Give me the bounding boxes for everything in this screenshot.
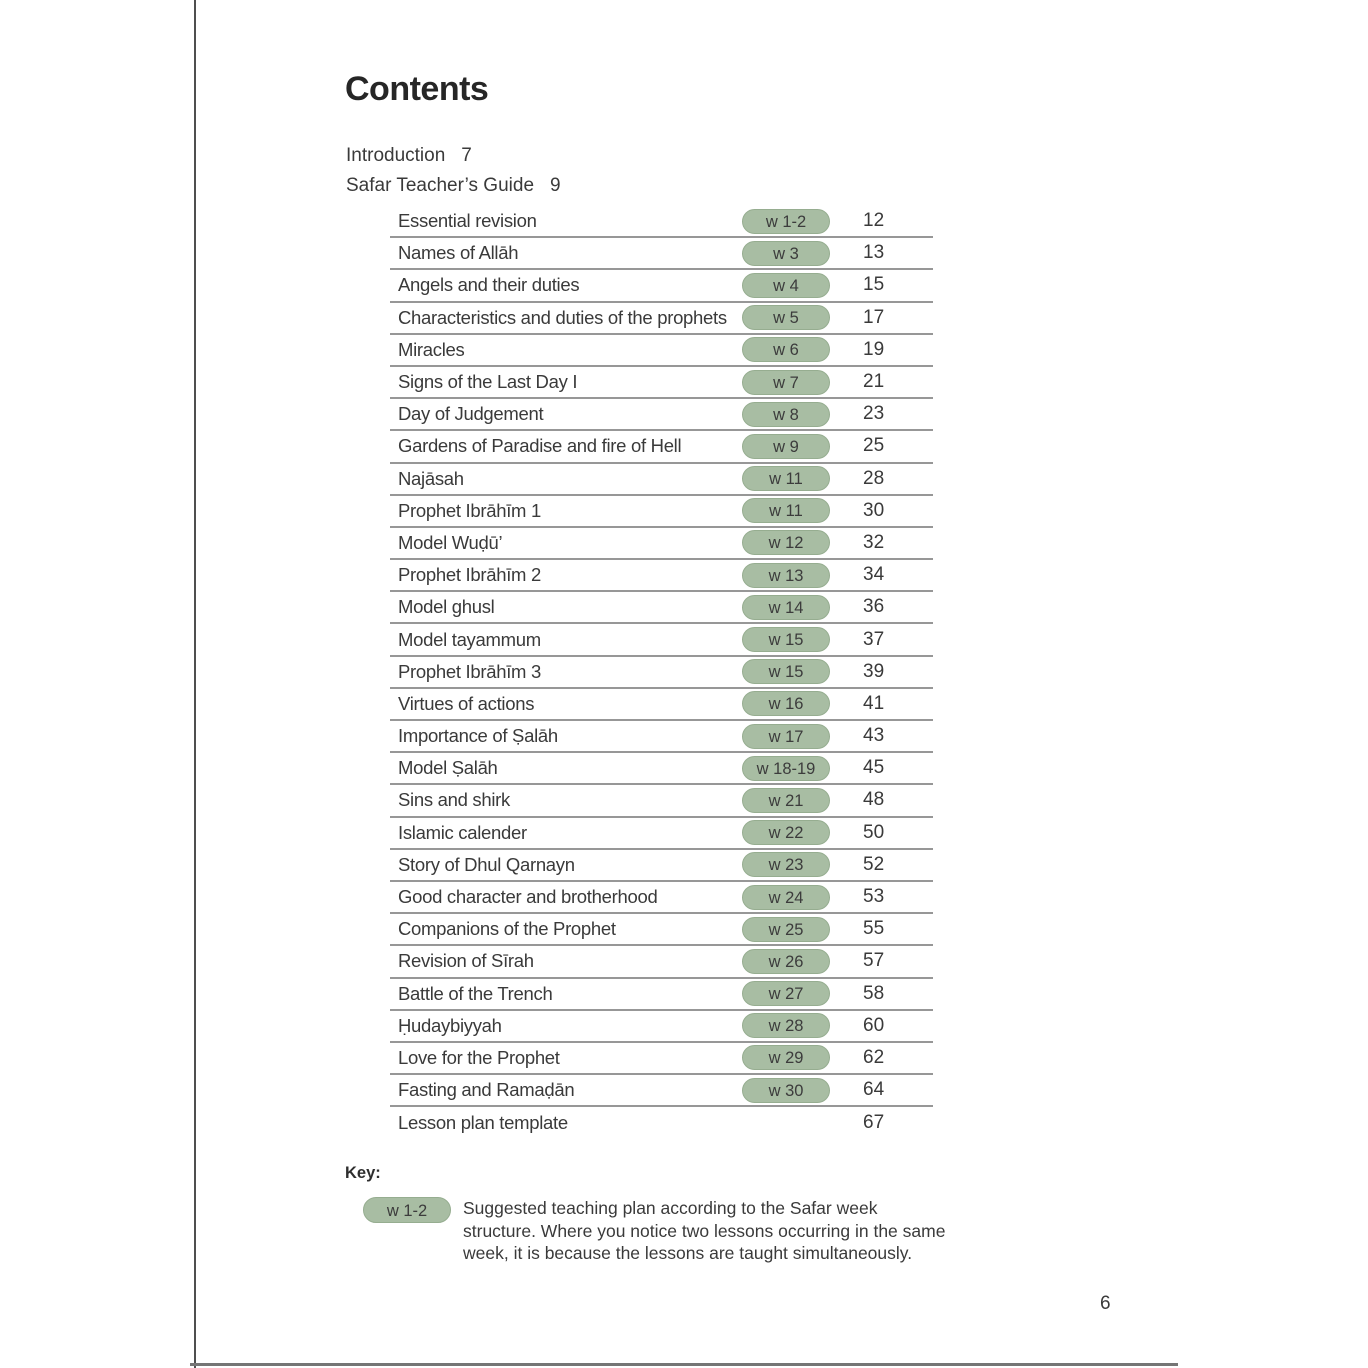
toc-week-column xyxy=(742,691,830,716)
toc-entry-title: Prophet Ibrāhīm 2 xyxy=(398,564,541,586)
intro-link-page: 7 xyxy=(461,145,472,166)
toc-entry-title: Model tayammum xyxy=(398,628,541,650)
toc-week-column xyxy=(742,466,830,491)
toc-row xyxy=(390,367,933,399)
toc-entry-title: Prophet Ibrāhīm 3 xyxy=(398,660,541,682)
toc-entry-title: Miracles xyxy=(398,338,465,360)
toc-week-column xyxy=(742,1045,830,1070)
week-badge: w 18-19 xyxy=(742,756,830,781)
week-badge: w 1-2 xyxy=(742,209,830,234)
key-week-badge: w 1-2 xyxy=(363,1197,451,1223)
page-number: 6 xyxy=(1100,1293,1111,1314)
toc-week-column xyxy=(742,981,830,1006)
toc-entry-page: 39 xyxy=(863,660,885,682)
week-badge: w 9 xyxy=(742,434,830,459)
intro-link-teachers-guide xyxy=(346,171,561,201)
toc-entry-page: 25 xyxy=(863,435,885,457)
toc-entry-title: Gardens of Paradise and fire of Hell xyxy=(398,435,682,457)
toc-week-column xyxy=(742,949,830,974)
toc-entry-title: Virtues of actions xyxy=(398,692,535,714)
toc-row xyxy=(390,1107,933,1139)
toc-entry-page: 45 xyxy=(863,757,885,779)
toc-row xyxy=(390,753,933,785)
toc-entry-page: 60 xyxy=(863,1014,885,1036)
toc-entry-page: 19 xyxy=(863,338,885,360)
toc-week-column xyxy=(742,241,830,266)
toc-entry-title: Najāsah xyxy=(398,467,464,489)
toc-week-column xyxy=(742,788,830,813)
toc-week-column xyxy=(742,1078,830,1103)
toc-entry-title: Model ghusl xyxy=(398,596,495,618)
toc-week-column xyxy=(742,820,830,845)
toc-entry-page: 12 xyxy=(863,210,885,232)
toc-entry-title: Model Ṣalāh xyxy=(398,757,498,779)
toc-row xyxy=(390,592,933,624)
toc-row xyxy=(390,850,933,882)
week-badge: w 3 xyxy=(742,241,830,266)
toc-row xyxy=(390,399,933,431)
toc-rows xyxy=(390,206,933,1139)
toc-week-column xyxy=(742,434,830,459)
toc-entry-page: 64 xyxy=(863,1079,885,1101)
toc-entry-page: 50 xyxy=(863,821,885,843)
toc-week-column xyxy=(742,627,830,652)
week-badge: w 4 xyxy=(742,273,830,298)
toc-entry-page: 36 xyxy=(863,596,885,618)
toc-row xyxy=(390,1011,933,1043)
week-badge: w 28 xyxy=(742,1013,830,1038)
toc-entry-page: 21 xyxy=(863,371,885,393)
toc-entry-page: 23 xyxy=(863,403,885,425)
week-badge: w 6 xyxy=(742,337,830,362)
toc-entry-title: Lesson plan template xyxy=(398,1112,568,1134)
toc-row xyxy=(390,464,933,496)
key-heading: Key: xyxy=(345,1164,381,1182)
week-badge: w 17 xyxy=(742,724,830,749)
week-badge: w 15 xyxy=(742,627,830,652)
toc-week-column xyxy=(742,273,830,298)
toc-week-column xyxy=(742,917,830,942)
toc-entry-page: 34 xyxy=(863,564,885,586)
toc-entry-page: 15 xyxy=(863,274,885,296)
toc-week-column xyxy=(742,756,830,781)
toc-entry-title: Companions of the Prophet xyxy=(398,918,616,940)
week-badge: w 14 xyxy=(742,595,830,620)
page-bottom-edge-line xyxy=(190,1363,1178,1366)
intro-link-introduction xyxy=(346,141,561,171)
intro-link-label: Safar Teacher’s Guide xyxy=(346,175,535,196)
toc-row xyxy=(390,1043,933,1075)
page-title: Contents xyxy=(345,70,489,108)
week-badge: w 8 xyxy=(742,402,830,427)
week-badge: w 11 xyxy=(742,466,830,491)
toc-entry-title: Revision of Sīrah xyxy=(398,950,534,972)
week-badge: w 13 xyxy=(742,563,830,588)
toc-entry-title: Essential revision xyxy=(398,210,537,232)
toc-row xyxy=(390,818,933,850)
toc-entry-title: Day of Judgement xyxy=(398,403,544,425)
toc-row xyxy=(390,657,933,689)
week-badge: w 26 xyxy=(742,949,830,974)
toc-row xyxy=(390,721,933,753)
week-badge: w 30 xyxy=(742,1078,830,1103)
week-badge: w 12 xyxy=(742,530,830,555)
week-badge: w 29 xyxy=(742,1045,830,1070)
toc-entry-title: Sins and shirk xyxy=(398,789,510,811)
toc-row xyxy=(390,206,933,238)
intro-links xyxy=(346,141,561,201)
intro-link-page: 9 xyxy=(550,175,561,196)
week-badge: w 22 xyxy=(742,820,830,845)
toc-entry-page: 13 xyxy=(863,242,885,264)
toc-row xyxy=(390,238,933,270)
page-left-edge-line xyxy=(194,0,196,1368)
toc-week-column xyxy=(742,1013,830,1038)
toc-entry-page: 57 xyxy=(863,950,885,972)
toc-week-column xyxy=(742,209,830,234)
toc-entry-title: Fasting and Ramaḍān xyxy=(398,1079,575,1101)
toc-row xyxy=(390,1075,933,1107)
week-badge: w 15 xyxy=(742,659,830,684)
toc-row xyxy=(390,785,933,817)
toc-entry-page: 17 xyxy=(863,306,885,328)
toc-week-column xyxy=(742,852,830,877)
toc-week-column xyxy=(742,563,830,588)
toc-entry-page: 53 xyxy=(863,886,885,908)
toc-row xyxy=(390,624,933,656)
toc-week-column xyxy=(742,595,830,620)
toc-week-column xyxy=(742,659,830,684)
toc-week-column xyxy=(742,885,830,910)
toc-week-column xyxy=(742,530,830,555)
toc-row xyxy=(390,560,933,592)
toc-entry-title: Islamic calender xyxy=(398,821,527,843)
toc-entry-page: 43 xyxy=(863,725,885,747)
toc-entry-title: Prophet Ibrāhīm 1 xyxy=(398,499,541,521)
toc-row xyxy=(390,270,933,302)
toc-entry-page: 41 xyxy=(863,692,885,714)
key-section xyxy=(345,1164,950,1265)
toc-entry-title: Characteristics and duties of the prophets xyxy=(398,306,727,328)
toc-row xyxy=(390,979,933,1011)
toc-entry-title: Signs of the Last Day I xyxy=(398,371,578,393)
week-badge: w 11 xyxy=(742,498,830,523)
toc-entry-title: Ḥudaybiyyah xyxy=(398,1014,502,1036)
week-badge: w 16 xyxy=(742,691,830,716)
key-row xyxy=(363,1197,950,1265)
week-badge: w 24 xyxy=(742,885,830,910)
toc-entry-page: 37 xyxy=(863,628,885,650)
toc-entry-page: 58 xyxy=(863,982,885,1004)
toc-row xyxy=(390,946,933,978)
week-badge: w 25 xyxy=(742,917,830,942)
toc-entry-page: 30 xyxy=(863,499,885,521)
toc-week-column xyxy=(742,402,830,427)
toc-week-column xyxy=(742,370,830,395)
toc-row xyxy=(390,431,933,463)
toc-entry-title: Names of Allāh xyxy=(398,242,519,264)
toc-entry-title: Story of Dhul Qarnayn xyxy=(398,853,575,875)
intro-link-label: Introduction xyxy=(346,145,446,166)
toc-entry-title: Battle of the Trench xyxy=(398,982,553,1004)
toc-entry-title: Good character and brotherhood xyxy=(398,886,658,908)
toc-row xyxy=(390,914,933,946)
toc-week-column xyxy=(742,337,830,362)
toc-entry-page: 52 xyxy=(863,853,885,875)
toc-entry-page: 48 xyxy=(863,789,885,811)
week-badge: w 5 xyxy=(742,305,830,330)
toc-entry-page: 32 xyxy=(863,531,885,553)
toc-entry-page: 67 xyxy=(863,1112,885,1134)
toc-entry-page: 28 xyxy=(863,467,885,489)
key-description: Suggested teaching plan according to the Safar week structure. Where you notice two lessons occurring in the same week, it is because the lessons are taught simultaneously. xyxy=(463,1198,946,1263)
toc-row xyxy=(390,528,933,560)
week-badge: w 23 xyxy=(742,852,830,877)
toc-row xyxy=(390,689,933,721)
toc-row xyxy=(390,882,933,914)
week-badge: w 7 xyxy=(742,370,830,395)
toc-entry-title: Model Wuḍū’ xyxy=(398,531,503,553)
toc-entry-page: 55 xyxy=(863,918,885,940)
toc-entry-title: Importance of Ṣalāh xyxy=(398,725,558,747)
toc-row xyxy=(390,335,933,367)
toc-week-column xyxy=(742,724,830,749)
toc-entry-title: Angels and their duties xyxy=(398,274,580,296)
week-badge: w 27 xyxy=(742,981,830,1006)
toc-row xyxy=(390,303,933,335)
week-badge: w 21 xyxy=(742,788,830,813)
toc-week-column xyxy=(742,305,830,330)
toc-entry-page: 62 xyxy=(863,1046,885,1068)
toc-row xyxy=(390,496,933,528)
toc-week-column xyxy=(742,498,830,523)
toc-entry-title: Love for the Prophet xyxy=(398,1046,560,1068)
